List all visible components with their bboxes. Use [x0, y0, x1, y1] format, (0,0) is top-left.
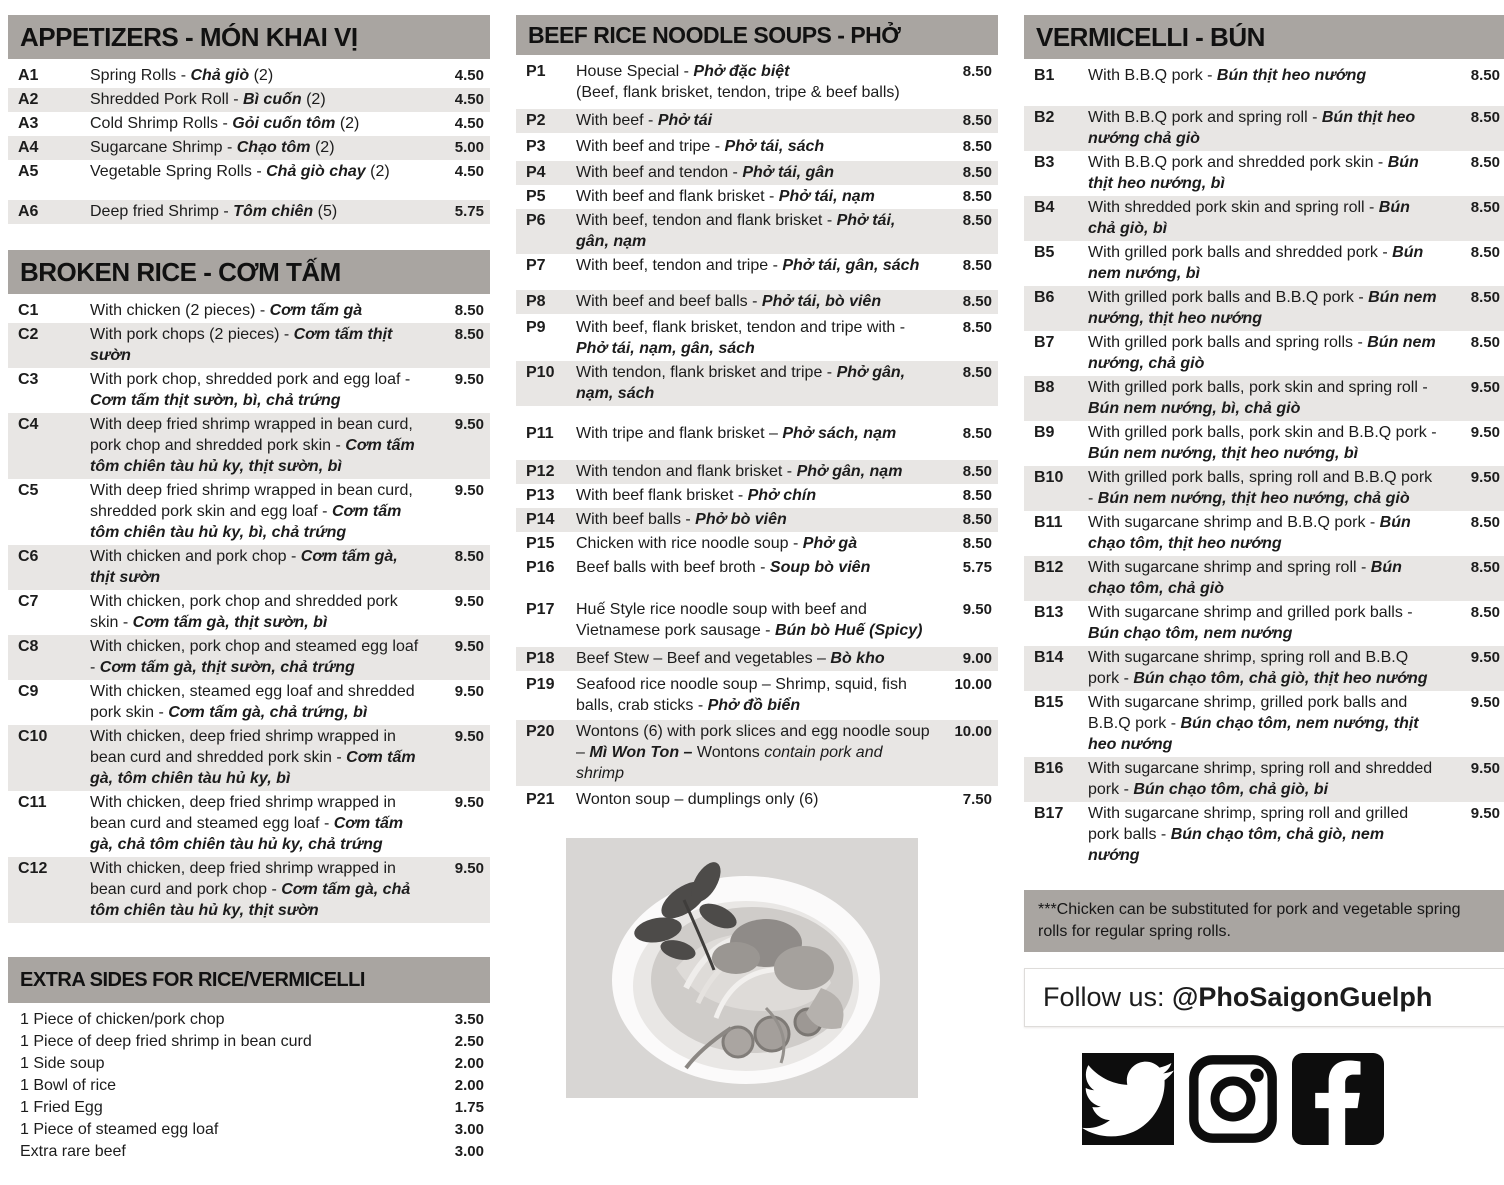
item-code: P4: [526, 164, 546, 181]
item-name: With chicken, deep fried shrimp wrapped in bean curd and pork chop - Cơm tấm gà, chả tôm chiên tàu hủ ky, thịt sườn: [90, 860, 411, 919]
item-name: Seafood rice noodle soup – Shrimp, squid, fish balls, crab sticks - Phở đồ biển: [576, 676, 907, 714]
item-code: C4: [18, 416, 39, 433]
item-price: 8.50: [454, 302, 484, 319]
extra-sides-header: EXTRA SIDES FOR RICE/VERMICELLI: [8, 957, 490, 1003]
item-code: C8: [18, 638, 39, 655]
menu-item-row: [8, 857, 490, 923]
item-code: A1: [18, 67, 39, 84]
item-price: 9.50: [1470, 694, 1500, 711]
item-name: With chicken, steamed egg loaf and shredded pork skin - Cơm tấm gà, chả trứng, bì: [90, 683, 415, 721]
item-name: With sugarcane shrimp, spring roll and grilled pork balls - Bún chạo tôm, chả giò, nem nướng: [1088, 805, 1409, 864]
item-name: With sugarcane shrimp, spring roll and B.B.Q pork - Bún chạo tôm, chả giò, thịt heo nướng: [1088, 649, 1428, 687]
item-name: With chicken, deep fried shrimp wrapped in bean curd and shredded pork skin - Cơm tấm gà, tôm chiên tàu hủ ky, bì: [90, 728, 416, 787]
item-name: With chicken, pork chop and shredded pork skin - Cơm tấm gà, thịt sườn, bì: [90, 593, 398, 631]
item-price: 9.50: [1470, 469, 1500, 486]
twitter-icon: [1082, 1053, 1174, 1145]
pho-bowl-photo: [566, 838, 918, 1098]
item-code: P13: [526, 487, 555, 504]
side-item-price: 3.50: [454, 1011, 484, 1028]
item-code: A3: [18, 115, 39, 132]
side-item-price: 1.75: [454, 1099, 484, 1116]
item-code: B17: [1034, 805, 1064, 822]
item-code: B2: [1034, 109, 1055, 126]
item-price: 9.50: [1470, 379, 1500, 396]
menu-item-row: [516, 290, 998, 314]
section-appetizers: [8, 15, 490, 224]
menu-item-row: [516, 532, 998, 556]
item-price: 4.50: [454, 67, 484, 84]
menu-item-row: [1024, 691, 1504, 757]
section-vermicelli: [1024, 15, 1504, 868]
menu-item-row: [8, 635, 490, 680]
item-price: 9.50: [962, 601, 992, 618]
item-price: 8.50: [1470, 244, 1500, 261]
item-price: 8.50: [962, 138, 992, 155]
item-code: C3: [18, 371, 39, 388]
appetizers-header: APPETIZERS - MÓN KHAI VỊ: [8, 15, 490, 59]
item-name: With beef and beef balls - Phở tái, bò viên: [576, 293, 882, 310]
item-name: Huế Style rice noodle soup with beef and Vietnamese pork sausage - Bún bò Huế (Spicy): [576, 601, 923, 639]
item-code: B9: [1034, 424, 1055, 441]
item-price: 8.50: [962, 535, 992, 552]
menu-item-row: [1024, 151, 1504, 196]
item-name: With beef flank brisket - Phở chín: [576, 487, 817, 504]
menu-item-row: [8, 160, 490, 184]
menu-item-row: [1024, 757, 1504, 802]
menu-item-row: [516, 484, 998, 508]
side-item-price: 2.00: [454, 1077, 484, 1094]
menu-item-row: [516, 254, 998, 278]
item-code: B1: [1034, 67, 1055, 84]
item-price: 9.50: [454, 794, 484, 811]
side-item-name: 1 Side soup: [20, 1055, 105, 1072]
menu-item-row: [516, 598, 998, 643]
item-name: Wonton soup – dumplings only (6): [576, 791, 819, 808]
instagram-icon: [1187, 1053, 1279, 1145]
item-code: B12: [1034, 559, 1064, 576]
item-name: Vegetable Spring Rolls - Chả giò chay (2): [90, 163, 390, 180]
menu-item-row: [516, 209, 998, 254]
item-name: House Special - Phở đặc biệt (Beef, flank brisket, tendon, tripe & beef balls): [576, 63, 900, 101]
menu-item-row: [516, 556, 998, 580]
menu-item-row: [516, 135, 998, 159]
item-price: 9.00: [962, 650, 992, 667]
item-price: 8.50: [1470, 604, 1500, 621]
menu-item-row: [8, 590, 490, 635]
item-price: 9.50: [454, 593, 484, 610]
menu-item-row: [8, 725, 490, 791]
item-name: With sugarcane shrimp and B.B.Q pork - Bún chạo tôm, thịt heo nướng: [1088, 514, 1411, 552]
item-price: 8.50: [1470, 514, 1500, 531]
side-item-name: 1 Piece of steamed egg loaf: [20, 1121, 219, 1138]
item-name: With grilled pork balls, pork skin and spring roll - Bún nem nướng, bì, chả giò: [1088, 379, 1428, 417]
item-price: 9.50: [1470, 760, 1500, 777]
item-code: C1: [18, 302, 39, 319]
menu-item-row: [8, 136, 490, 160]
item-price: 9.50: [454, 860, 484, 877]
item-price: 8.50: [962, 212, 992, 229]
item-name: With chicken, pork chop and steamed egg loaf - Cơm tấm gà, thịt sườn, chả trứng: [90, 638, 419, 676]
menu-item-row: [1024, 511, 1504, 556]
item-code: P3: [526, 138, 546, 155]
item-code: P7: [526, 257, 546, 274]
menu-item-row: [516, 673, 998, 718]
item-name: With B.B.Q pork - Bún thịt heo nướng: [1088, 67, 1367, 84]
side-item-row: [8, 1031, 490, 1053]
menu-item-row: [1024, 241, 1504, 286]
menu-item-row: [516, 508, 998, 532]
item-name: With sugarcane shrimp and spring roll - Bún chạo tôm, chả giò: [1088, 559, 1402, 597]
item-code: C2: [18, 326, 39, 343]
menu-item-row: [1024, 376, 1504, 421]
item-price: 10.00: [954, 723, 992, 740]
side-item-name: 1 Piece of deep fried shrimp in bean curd: [20, 1033, 312, 1050]
menu-item-row: [8, 680, 490, 725]
item-name: With chicken and pork chop - Cơm tấm gà, thịt sườn: [90, 548, 398, 586]
item-price: 8.50: [1470, 559, 1500, 576]
pho-bowl-illustration: [566, 838, 918, 1098]
item-code: P19: [526, 676, 555, 693]
item-name: With grilled pork balls and B.B.Q pork - Bún nem nướng, thịt heo nướng: [1088, 289, 1437, 327]
item-price: 7.50: [962, 791, 992, 808]
item-name: With sugarcane shrimp, spring roll and shredded pork - Bún chạo tôm, chả giò, bi: [1088, 760, 1433, 798]
facebook-icon: [1292, 1053, 1384, 1145]
item-name: Spring Rolls - Chả giò (2): [90, 67, 274, 84]
menu-item-row: [516, 316, 998, 361]
section-pho: [516, 15, 998, 812]
item-price: 9.50: [454, 371, 484, 388]
item-price: 8.50: [962, 257, 992, 274]
side-item-row: [8, 1053, 490, 1075]
item-price: 8.50: [1470, 154, 1500, 171]
broken-rice-header: BROKEN RICE - CƠM TẤM: [8, 250, 490, 294]
item-price: 8.50: [1470, 67, 1500, 84]
item-name: With grilled pork balls and spring rolls - Bún nem nướng, chả giò: [1088, 334, 1436, 372]
menu-item-row: [1024, 466, 1504, 511]
item-name: With grilled pork balls and shredded pork - Bún nem nướng, bì: [1088, 244, 1424, 282]
item-code: P11: [526, 425, 554, 442]
side-item-row: [8, 1119, 490, 1141]
menu-item-row: [8, 368, 490, 413]
item-code: B11: [1034, 514, 1063, 531]
item-price: 5.00: [454, 139, 484, 156]
item-code: P21: [526, 791, 555, 808]
item-name: Cold Shrimp Rolls - Gỏi cuốn tôm (2): [90, 115, 360, 132]
item-code: P20: [526, 723, 555, 740]
menu-item-row: [1024, 601, 1504, 646]
item-price: 8.50: [962, 63, 992, 80]
item-name: With tendon and flank brisket - Phở gân, nạm: [576, 463, 903, 480]
item-code: P16: [526, 559, 555, 576]
item-name: With shredded pork skin and spring roll - Bún chả giò, bì: [1088, 199, 1410, 237]
item-price: 8.50: [962, 112, 992, 129]
vermicelli-header: VERMICELLI - BÚN: [1024, 15, 1504, 59]
item-price: 8.50: [1470, 199, 1500, 216]
side-item-price: 3.00: [454, 1121, 484, 1138]
item-name: Shredded Pork Roll - Bì cuốn (2): [90, 91, 326, 108]
item-price: 8.50: [454, 548, 484, 565]
item-code: B16: [1034, 760, 1064, 777]
side-item-price: 2.50: [454, 1033, 484, 1050]
item-name: With tripe and flank brisket – Phở sách, nạm: [576, 425, 897, 442]
item-name: With chicken (2 pieces) - Cơm tấm gà: [90, 302, 363, 319]
item-name: With grilled pork balls, spring roll and B.B.Q pork - Bún nem nướng, thịt heo nướng, chả giò: [1088, 469, 1433, 507]
item-name: Beef balls with beef broth - Soup bò viên: [576, 559, 871, 576]
menu-item-row: [1024, 331, 1504, 376]
item-name: With grilled pork balls, pork skin and B.B.Q pork - Bún nem nướng, thịt heo nướng, bì: [1088, 424, 1437, 462]
left-column: [8, 15, 490, 1185]
item-price: 4.50: [454, 115, 484, 132]
item-price: 8.50: [962, 164, 992, 181]
item-name: With pork chop, shredded pork and egg loaf - Cơm tấm thịt sườn, bì, chả trứng: [90, 371, 411, 409]
menu-item-row: [516, 788, 998, 812]
item-price: 9.50: [454, 416, 484, 433]
item-price: 4.50: [454, 91, 484, 108]
item-code: C9: [18, 683, 39, 700]
item-code: B8: [1034, 379, 1055, 396]
right-column: [1024, 15, 1504, 1185]
follow-us-banner: [1024, 968, 1504, 1027]
pho-header: BEEF RICE NOODLE SOUPS - PHỞ: [516, 15, 998, 55]
item-name: With beef balls - Phở bò viên: [576, 511, 787, 528]
menu-item-row: [1024, 106, 1504, 151]
item-price: 8.50: [1470, 334, 1500, 351]
item-name: With beef and tendon - Phở tái, gân: [576, 164, 834, 181]
item-name: With beef, tendon and tripe - Phở tái, gân, sách: [576, 257, 920, 274]
menu-item-row: [1024, 646, 1504, 691]
item-name: With beef - Phở tái: [576, 112, 713, 129]
item-price: 5.75: [962, 559, 992, 576]
side-item-row: [8, 1009, 490, 1031]
item-price: 8.50: [962, 188, 992, 205]
item-name: With deep fried shrimp wrapped in bean curd, pork chop and shredded pork skin - Cơm tấm tôm chiên tàu hủ ky, thịt sườn, bì: [90, 416, 415, 475]
menu-item-row: [8, 200, 490, 224]
side-item-row: [8, 1097, 490, 1119]
item-price: 9.50: [1470, 649, 1500, 666]
item-code: P18: [526, 650, 555, 667]
item-name: With pork chops (2 pieces) - Cơm tấm thịt sườn: [90, 326, 393, 364]
item-name: Deep fried Shrimp - Tôm chiên (5): [90, 203, 338, 220]
menu-item-row: [8, 791, 490, 857]
menu-item-row: [516, 460, 998, 484]
item-code: P2: [526, 112, 546, 129]
item-code: C7: [18, 593, 39, 610]
item-price: 5.75: [454, 203, 484, 220]
menu-item-row: [516, 185, 998, 209]
item-name: With beef, flank brisket, tendon and tripe with - Phở tái, nạm, gân, sách: [576, 319, 906, 357]
section-broken-rice: [8, 250, 490, 923]
middle-column: [516, 15, 998, 1185]
item-code: A2: [18, 91, 39, 108]
item-name: With sugarcane shrimp and grilled pork balls - Bún chạo tôm, nem nướng: [1088, 604, 1413, 642]
side-item-name: 1 Fried Egg: [20, 1099, 103, 1116]
item-code: P6: [526, 212, 546, 229]
item-code: P1: [526, 63, 546, 80]
item-code: C12: [18, 860, 48, 877]
item-code: B5: [1034, 244, 1055, 261]
item-code: P12: [526, 463, 555, 480]
item-price: 9.50: [1470, 805, 1500, 822]
item-code: P17: [526, 601, 555, 618]
item-code: C5: [18, 482, 39, 499]
item-price: 8.50: [962, 364, 992, 381]
side-item-name: 1 Bowl of rice: [20, 1077, 117, 1094]
item-price: 8.50: [962, 319, 992, 336]
menu-item-row: [8, 299, 490, 323]
social-handle: @PhoSaigonGuelph: [1172, 982, 1433, 1012]
item-name: Sugarcane Shrimp - Chạo tôm (2): [90, 139, 335, 156]
section-extra-sides: [8, 957, 490, 1163]
item-code: C11: [18, 794, 47, 811]
item-code: B15: [1034, 694, 1064, 711]
item-price: 9.50: [454, 683, 484, 700]
menu-item-row: [516, 422, 998, 446]
menu-item-row: [8, 545, 490, 590]
item-price: 9.50: [454, 728, 484, 745]
menu-item-row: [8, 413, 490, 479]
item-code: B6: [1034, 289, 1055, 306]
item-price: 4.50: [454, 163, 484, 180]
item-price: 8.50: [962, 487, 992, 504]
item-name: Chicken with rice noodle soup - Phở gà: [576, 535, 858, 552]
side-item-price: 2.00: [454, 1055, 484, 1072]
item-code: A5: [18, 163, 39, 180]
menu-item-row: [1024, 64, 1504, 88]
item-name: With B.B.Q pork and spring roll - Bún thịt heo nướng chả giò: [1088, 109, 1416, 147]
item-name: With B.B.Q pork and shredded pork skin - Bún thịt heo nướng, bì: [1088, 154, 1419, 192]
item-name: Wontons (6) with pork slices and egg noodle soup – Mì Won Ton – Wontons contain pork and shrimp: [576, 723, 930, 782]
item-price: 8.50: [1470, 289, 1500, 306]
menu-item-row: [516, 361, 998, 406]
item-code: P15: [526, 535, 555, 552]
item-price: 8.50: [962, 425, 992, 442]
menu-item-row: [516, 720, 998, 786]
menu-item-row: [1024, 556, 1504, 601]
item-price: 8.50: [962, 293, 992, 310]
item-name: With tendon, flank brisket and tripe - Phở gân, nạm, sách: [576, 364, 906, 402]
menu-item-row: [516, 109, 998, 133]
menu-item-row: [8, 64, 490, 88]
menu-item-row: [1024, 802, 1504, 868]
item-price: 9.50: [454, 482, 484, 499]
item-price: 9.50: [1470, 424, 1500, 441]
menu-item-row: [516, 60, 998, 105]
menu-item-row: [8, 88, 490, 112]
substitution-note: ***Chicken can be substituted for pork and vegetable spring rolls for regular spring rolls.: [1024, 890, 1504, 952]
item-code: P5: [526, 188, 546, 205]
item-code: P10: [526, 364, 555, 381]
item-code: B4: [1034, 199, 1055, 216]
item-code: C10: [18, 728, 48, 745]
item-code: B13: [1034, 604, 1064, 621]
menu-item-row: [516, 161, 998, 185]
menu-item-row: [516, 647, 998, 671]
item-price: 8.50: [962, 463, 992, 480]
menu-item-row: [1024, 286, 1504, 331]
menu-item-row: [1024, 421, 1504, 466]
item-code: B3: [1034, 154, 1055, 171]
item-name: Beef Stew – Beef and vegetables – Bò kho: [576, 650, 885, 667]
social-icons-row: [1082, 1053, 1504, 1145]
follow-us-label: Follow us:: [1043, 982, 1173, 1012]
item-name: With beef, tendon and flank brisket - Phở tái, gân, nạm: [576, 212, 896, 250]
item-code: B10: [1034, 469, 1064, 486]
item-name: With chicken, deep fried shrimp wrapped in bean curd and steamed egg loaf - Cơm tấm gà, chả tôm chiên tàu hủ ky, chả trứng: [90, 794, 404, 853]
side-item-row: [8, 1075, 490, 1097]
item-name: With deep fried shrimp wrapped in bean curd, shredded pork skin and egg loaf - Cơm tấm tôm chiên tàu hủ ky, bì, chả trứng: [90, 482, 413, 541]
item-code: A6: [18, 203, 39, 220]
side-item-name: Extra rare beef: [20, 1143, 126, 1160]
item-name: With sugarcane shrimp, grilled pork balls and B.B.Q pork - Bún chạo tôm, nem nướng, thịt heo nướng: [1088, 694, 1419, 753]
side-item-row: [8, 1141, 490, 1163]
item-price: 8.50: [1470, 109, 1500, 126]
side-item-name: 1 Piece of chicken/pork chop: [20, 1011, 225, 1028]
menu-item-row: [8, 479, 490, 545]
item-price: 9.50: [454, 638, 484, 655]
item-name: With beef and flank brisket - Phở tái, nạm: [576, 188, 875, 205]
item-price: 8.50: [454, 326, 484, 343]
menu-item-row: [8, 112, 490, 136]
item-code: P14: [526, 511, 555, 528]
menu-item-row: [1024, 196, 1504, 241]
item-code: B7: [1034, 334, 1055, 351]
item-price: 10.00: [954, 676, 992, 693]
item-code: A4: [18, 139, 39, 156]
menu-item-row: [8, 323, 490, 368]
side-item-price: 3.00: [454, 1143, 484, 1160]
item-code: B14: [1034, 649, 1064, 666]
item-price: 8.50: [962, 511, 992, 528]
item-code: C6: [18, 548, 39, 565]
item-code: P9: [526, 319, 546, 336]
item-name: With beef and tripe - Phở tái, sách: [576, 138, 825, 155]
item-code: P8: [526, 293, 546, 310]
